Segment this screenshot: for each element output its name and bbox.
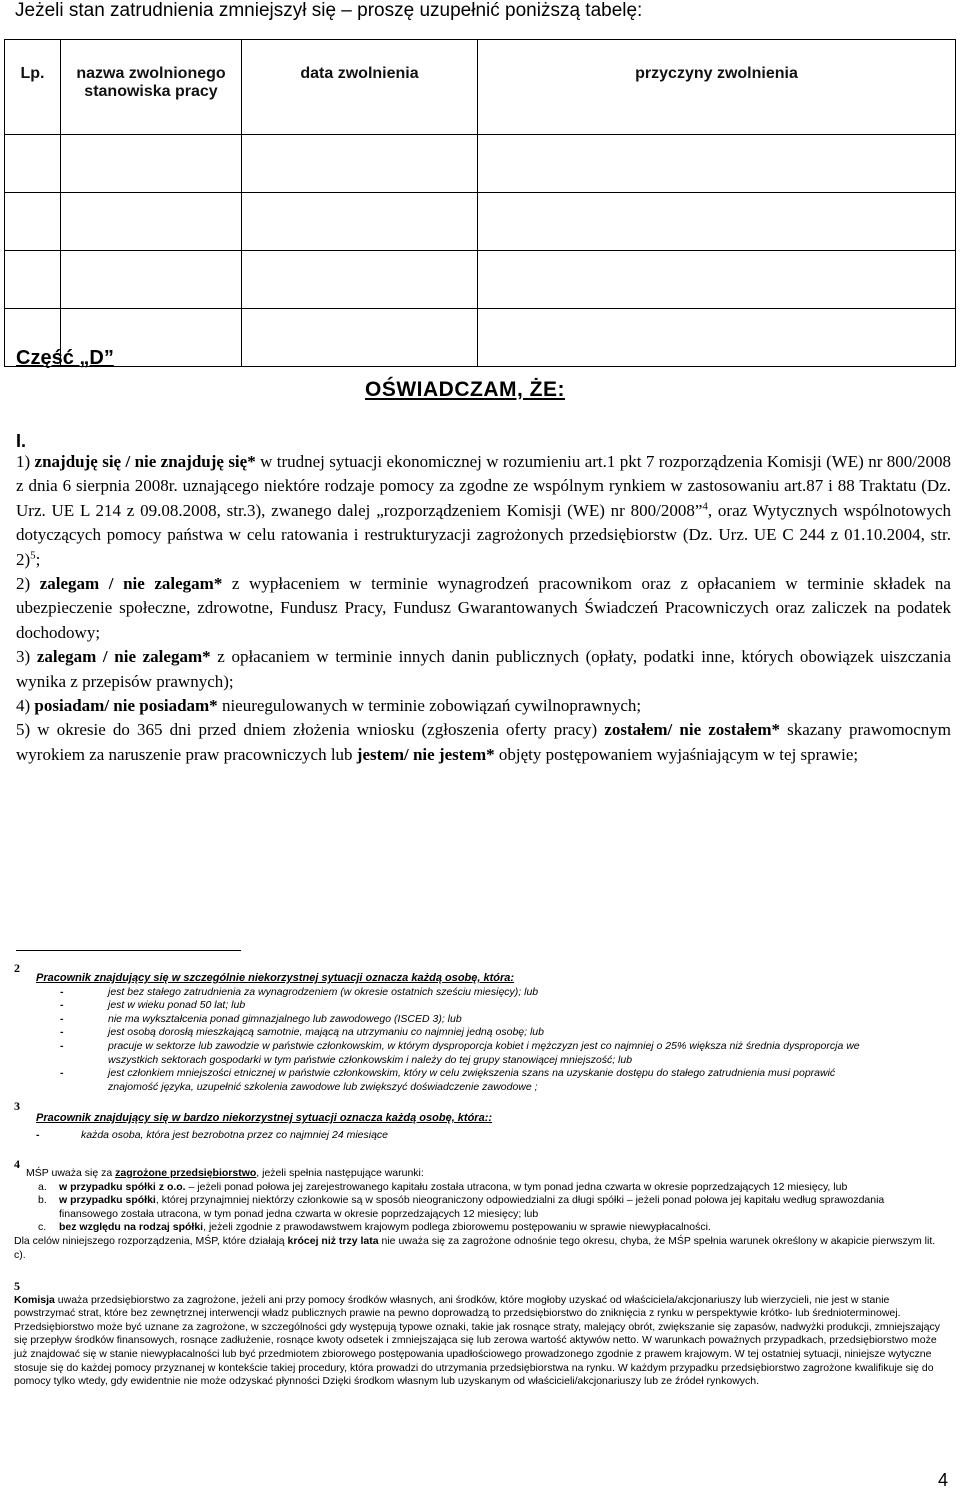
footnote-3: 3 Pracownik znajdujący się w bardzo niekorzystnej sytuacji oznacza każdą osobę, która:: - każda osoba, która jest bezrobotna przez co najmniej 24 miesiące <box>14 1100 884 1142</box>
page-number: 4 <box>938 1470 949 1490</box>
declaration-item-1: 1) znajduję się / nie znajduję się* w trudnej sytuacji ekonomicznej w rozumieniu art.1 pkt 7 rozporządzenia Komisji (WE) nr 800/2008 z dnia 6 sierpnia 2008r. uznającego niektóre rodzaje pomocy za zgodne ze wspólnym rynkiem w zastosowaniu art.87 i 88 Traktatu (Dz. Urz. UE L 214 z 09.08.2008, str.3), zwanego dalej „rozporządzeniem Komisji (WE) nr 800/2008”$^4$, oraz Wytycznych wspólnotowych dotyczących pomocy państwa w celu ratowania i restrukturyzacji zagrożonych przedsiębiorstw (Dz. Urz. UE C 244 z 01.10.2004, str. 2)$^5$; <box>16 452 951 569</box>
header-reasons: przyczyny zwolnienia <box>478 40 956 135</box>
cell[interactable] <box>478 193 956 251</box>
footnote-5: 5 Komisja uważa przedsiębiorstwo za zagrożone, jeżeli ani przy pomocy środków własnych, ani środków, które mogłoby uzyskać od właściciela/akcjonariuszy lub wierzycieli, nie jest w stanie powstrzymać strat, które bez zewnętrznej interwencji władz publicznych prawie na pewno doprowadzą to przedsiębiorstwo do zniknięcia z rynku w perspektywie krótko- lub średnioterminowej. Przedsiębiorstwo może być uznane za zagrożone, w szczególności gdy występują typowe oznaki, takie jak rosnące straty, malejący obrót, zwiększanie się zapasów, nadwyżki produkcji, zmniejszający się przepływ środków finansowych, rosnące zadłużenie, rosnące kwoty odsetek i zmniejszająca się lub zerowa wartość aktywów netto. W warunkach poważnych przypadkach, przedsiębiorstwo może już znajdować się w stanie niewypłacalności lub być przedmiotem zbiorowego postępowania upadłościowego prowadzonego zgodnie z prawem krajowym. W tej ostatniej sytuacji, niniejsze wytyczne stosuje się do każdej pomocy przyznanej w kontekście takiej procedury, która prowadzi do utrzymania przedsiębiorstwa na rynku. W każdym przypadku przedsiębiorstwo zagrożone kwalifikuje się do pomocy tylko wtedy, gdy ewidentnie nie może odzyskać płynności Dzięki środkom własnym lub uzyskanym od właścicieli/akcjonariuszy lub ze źródeł rynkowych. <box>14 1280 944 1389</box>
table-instruction: Jeżeli stan zatrudnienia zmniejszył się – proszę uzupełnić poniższą tabelę: <box>15 0 643 21</box>
header-date: data zwolnienia <box>242 40 478 135</box>
part-title: Część „D” <box>16 347 114 369</box>
cell[interactable] <box>242 193 478 251</box>
list-item: - jest bez stałego zatrudnienia za wynagrodzeniem (w okresie ostatnich sześciu miesięcy); lub <box>60 986 884 1000</box>
table-header-row <box>5 40 956 135</box>
cell[interactable] <box>61 193 242 251</box>
cell[interactable] <box>242 251 478 309</box>
list-item: - jest członkiem mniejszości etnicznej w państwie członkowskim, który w celu zwiększenia szans na uzyskanie dostępu do stałego zatrudnienia musi poprawić znajomość języka, uzupełnić szkolenia zawodowe lub zwiększyć doświadczenie zawodowe ; <box>60 1067 884 1094</box>
footnote-2: 2 Pracownik znajdujący się w szczególnie niekorzystnej sytuacji oznacza każdą osobę, która: - jest bez stałego zatrudnienia za wynagrodzeniem (w okresie ostatnich sześciu miesięcy); lub - jest w wieku ponad 50 lat; lub - nie ma wykształcenia ponad gimnazjalnego lub zawodowego (ISCED 3); lub - jest osobą dorosłą mieszkającą samotnie, mającą na utrzymaniu co najmniej jedną osobę; lub - pracuje w sektorze lub zawodzie w państwie członkowskim, w którym dysproporcja kobiet i mężczyzn jest co najmniej o 25% większa niż średnia dysproporcja we wszystkich sektorach gospodarki w tym państwie członkowskim i należy do tej grupy stanowiącej mniejszość; lub - jest członkiem mniejszości etnicznej w państwie członkowskim, który w celu zwiększenia szans na uzyskanie dostępu do stałego zatrudnienia musi poprawić znajomość języka, uzupełnić szkolenia zawodowe lub zwiększyć doświadczenie zawodowe ; <box>14 962 884 1094</box>
footnote-2-title: Pracownik znajdujący się w szczególnie niekorzystnej sytuacji oznacza każdą osobę, która: <box>36 972 515 984</box>
footnote-3-title: Pracownik znajdujący się w bardzo niekorzystnej sytuacji oznacza każdą osobę, która:: <box>36 1112 493 1124</box>
footnote-4-item-c: c. bez względu na rodzaj spółki, jeżeli zgodnie z prawodawstwem krajowym podlega zbiorowemu postępowaniu w sprawie niewypłacalności. <box>38 1221 711 1234</box>
list-item: - jest w wieku ponad 50 lat; lub <box>60 999 884 1013</box>
footnote-3-list <box>36 1129 884 1143</box>
list-item: - każda osoba, która jest bezrobotna przez co najmniej 24 miesiące <box>36 1129 884 1143</box>
footnote-4-item-a: a. w przypadku spółki z o.o. – jeżeli ponad połowa jej zarejestrowanego kapitału została utracona, w tym ponad jedna czwarta w okresie poprzedzających 12 miesięcy, lub <box>38 1180 848 1193</box>
table-row <box>5 309 956 367</box>
declaration-items <box>16 450 951 767</box>
cell[interactable] <box>478 309 956 367</box>
section-number: I. <box>16 431 27 451</box>
footnote-4-tail: Dla celów niniejszego rozporządzenia, MŚP, które działają krócej niż trzy lata nie uważa się za zagrożone odnośnie tego okresu, chyba, że MŚP spełnia warunek określony w akapicie pierwszym lit. c). <box>14 1234 936 1261</box>
cell[interactable] <box>242 309 478 367</box>
declaration-title: OŚWIADCZAM, ŻE: <box>365 378 565 401</box>
header-position: nazwa zwolnionego stanowiska pracy <box>61 40 242 135</box>
header-lp: Lp. <box>5 40 61 135</box>
cell[interactable] <box>242 135 478 193</box>
declaration-item-2: 2) zalegam / nie zalegam* z wypłaceniem w terminie wynagrodzeń pracownikom oraz z opłacaniem w terminie składek na ubezpieczenie społeczne, zdrowotne, Fundusz Pracy, Fundusz Gwarantowanych Świadczeń Pracowniczych oraz zaliczek na podatek dochodowy; <box>16 574 951 642</box>
dismissals-table <box>4 39 956 367</box>
footnote-2-list <box>60 986 884 1095</box>
footnote-4-intro: MŚP uważa się za zagrożone przedsiębiorstwo, jeżeli spełnia następujące warunki: <box>26 1167 424 1179</box>
footnote-4: 4 MŚP uważa się za zagrożone przedsiębiorstwo, jeżeli spełnia następujące warunki: a. w przypadku spółki z o.o. – jeżeli ponad połowa jej zarejestrowanego kapitału została utracona, w tym ponad jedna czwarta w okresie poprzedzających 12 miesięcy, lub b. w przypadku spółki, której przynajmniej niektórzy członkowie są w sposób nieograniczony odpowiedzialni za długi spółki – jeżeli ponad połowa jej kapitału według sprawozdania finansowego została utracona, w tym ponad jedna czwarta w okresie poprzedzających 12 miesięcy; lub c. bez względu na rodzaj spółki, jeżeli zgodnie z prawodawstwem krajowym podlega zbiorowemu postępowaniu w sprawie niewypłacalności. Dla celów niniejszego rozporządzenia, MŚP, które działają krócej niż trzy lata nie uważa się za zagrożone odnośnie tego okresu, chyba, że MŚP spełnia warunek określony w akapicie pierwszym lit. c). <box>14 1158 944 1262</box>
cell[interactable] <box>478 135 956 193</box>
footnote-4-item-b: b. w przypadku spółki, której przynajmniej niektórzy członkowie są w sposób nieograniczony odpowiedzialni za długi spółki – jeżeli ponad połowa jej kapitału według sprawozdania finansowego została utracona, w tym ponad jedna czwarta w okresie poprzedzających 12 miesięcy; lub <box>38 1194 885 1220</box>
cell[interactable] <box>478 251 956 309</box>
cell[interactable] <box>5 135 61 193</box>
list-item: - pracuje w sektorze lub zawodzie w państwie członkowskim, w którym dysproporcja kobiet i mężczyzn jest co najmniej o 25% większa niż średnia dysproporcja we wszystkich sektorach gospodarki w tym państwie członkowskim i należy do tej grupy stanowiącej mniejszość; lub <box>60 1040 884 1067</box>
table-row <box>5 251 956 309</box>
footnote-separator <box>16 950 241 951</box>
cell[interactable] <box>61 135 242 193</box>
list-item: - jest osobą dorosłą mieszkającą samotnie, mającą na utrzymaniu co najmniej jedną osobę; lub <box>60 1026 884 1040</box>
cell[interactable] <box>5 193 61 251</box>
declaration-item-3: 3) zalegam / nie zalegam* z opłacaniem w terminie innych danin publicznych (opłaty, podatki inne, których obowiązek uiszczania wynika z przepisów prawnych); <box>16 647 951 691</box>
cell[interactable] <box>5 251 61 309</box>
footnote-5-paragraph-2: Przedsiębiorstwo może być uznane za zagrożone, w szczególności gdy występują typowe oznaki, takie jak rosnące straty, malejący obrót, zwiększanie się zapasów, nadwyżki produkcji, zmniejszający się przepływ środków finansowych, rosnące zadłużenie, rosnące kwoty odsetek i zmniejszająca się lub zerowa wartość aktywów netto. W warunkach poważnych przypadkach, przedsiębiorstwo może już znajdować się w stanie niewypłacalności lub być przedmiotem zbiorowego postępowania upadłościowego prowadzonego zgodnie z prawem krajowym. W tej ostatniej sytuacji, niniejsze wytyczne stosuje się do każdej pomocy przyznanej w kontekście takiej procedury, która prowadzi do utrzymania przedsiębiorstwa na rynku. W każdym przypadku przedsiębiorstwo zagrożone kwalifikuje się do pomocy tylko wtedy, gdy ewidentnie nie może odzyskać płynności Dzięki środkom własnym lub uzyskanym od właścicieli/akcjonariuszy lub ze źródeł rynkowych. <box>14 1320 940 1388</box>
cell[interactable] <box>61 251 242 309</box>
declaration-item-4: 4) posiadam/ nie posiadam* nieuregulowanych w terminie zobowiązań cywilnoprawnych; <box>16 696 642 716</box>
list-item: - nie ma wykształcenia ponad gimnazjalnego lub zawodowego (ISCED 3); lub <box>60 1013 884 1027</box>
table-row <box>5 135 956 193</box>
footnote-5-paragraph-1: Komisja uważa przedsiębiorstwo za zagrożone, jeżeli ani przy pomocy środków własnych, ani środków, które mogłoby uzyskać od właściciela/akcjonariuszy lub wierzycieli, nie jest w stanie powstrzymać strat, które bez zewnętrznej interwencji władz publicznych prawie na pewno doprowadzą to przedsiębiorstwo do zniknięcia z rynku w perspektywie krótko- lub średnioterminowej. <box>14 1293 901 1320</box>
declaration-item-5: 5) w okresie do 365 dni przed dniem złożenia wniosku (zgłoszenia oferty pracy) zostałem/ nie zostałem* skazany prawomocnym wyrokiem za naruszenie praw pracowniczych lub jestem/ nie jestem* objęty postępowaniem wyjaśniającym w tej sprawie; <box>16 720 951 764</box>
table-row <box>5 193 956 251</box>
